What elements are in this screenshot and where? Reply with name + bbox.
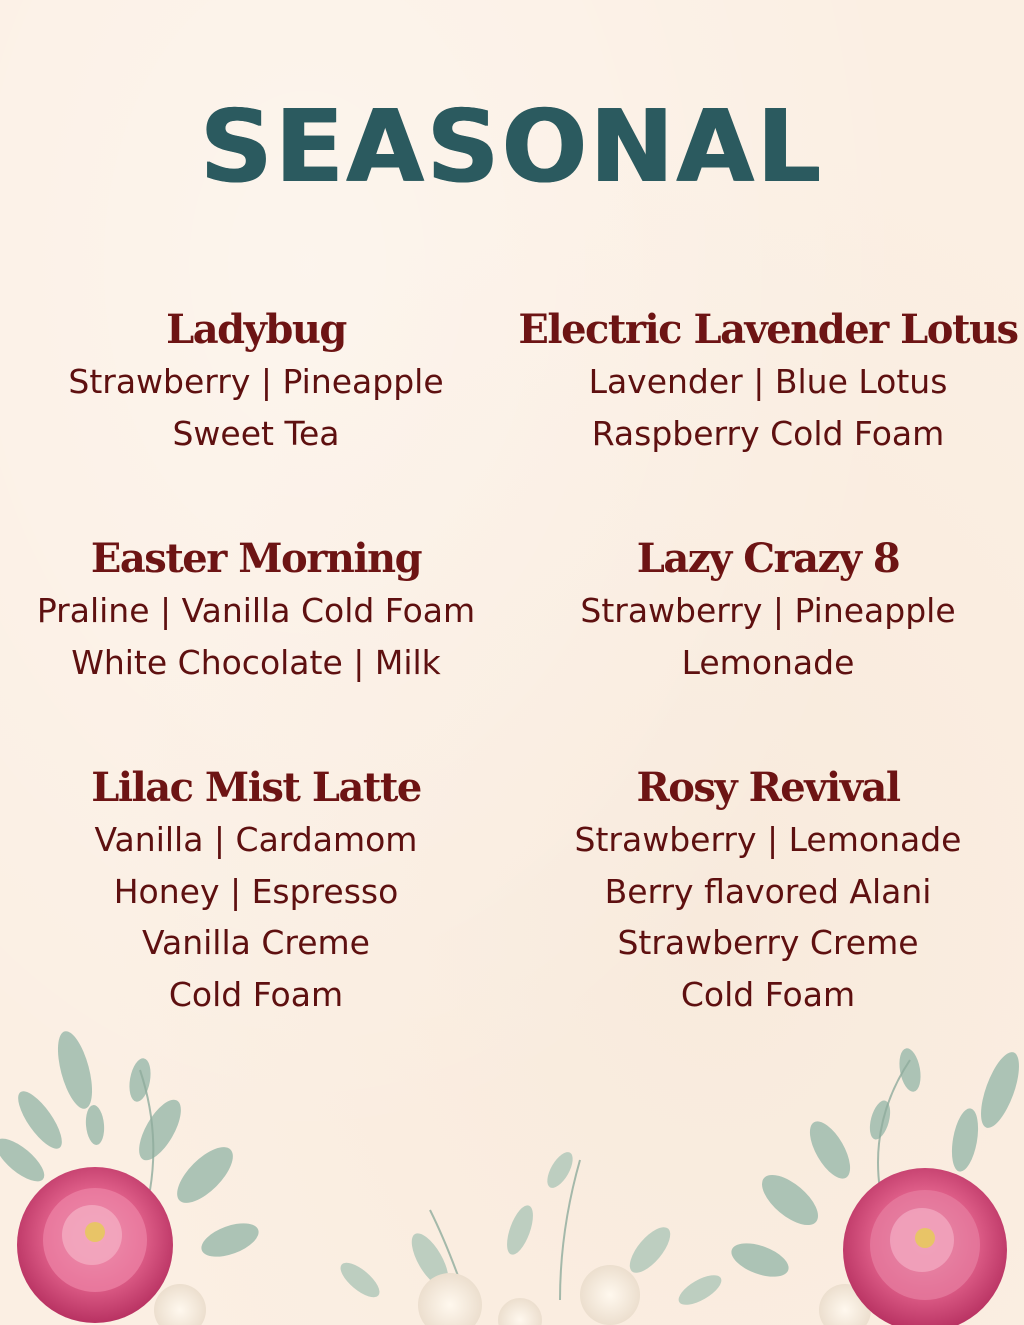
item-name: Electric Lavender Lotus	[518, 306, 1018, 353]
peony-right	[843, 1168, 1007, 1325]
item-ingredients: Vanilla Creme	[141, 923, 370, 962]
menu-item-easter-morning	[0, 533, 512, 688]
peony-left	[17, 1167, 173, 1323]
item-ingredients: Lavender | Blue Lotus	[588, 362, 948, 401]
item-ingredients: Strawberry | Lemonade	[574, 820, 962, 859]
item-ingredients: Honey | Espresso	[113, 871, 399, 911]
item-ingredients: Lemonade	[681, 642, 855, 682]
menu-item-lilac-mist-latte	[0, 762, 512, 1020]
item-ingredients: Strawberry | Pineapple	[580, 591, 956, 630]
item-name: Lazy Crazy 8	[636, 535, 900, 582]
menu-item-rosy-revival	[512, 762, 1024, 1020]
item-ingredients: Berry flavored Alani	[604, 871, 932, 911]
item-name: Easter Morning	[90, 535, 422, 582]
menu-item-electric-lavender-lotus	[512, 304, 1024, 459]
item-ingredients: White Chocolate | Milk	[71, 642, 441, 682]
item-ingredients: Raspberry Cold Foam	[591, 413, 945, 453]
item-name: Lilac Mist Latte	[91, 764, 421, 811]
menu-item-lazy-crazy-8	[512, 533, 1024, 688]
floral-border	[0, 1010, 1024, 1325]
item-ingredients: Cold Foam	[680, 974, 856, 1014]
item-name: Ladybug	[166, 306, 346, 353]
item-ingredients: Cold Foam	[168, 974, 344, 1014]
item-ingredients: Strawberry Creme	[617, 923, 919, 962]
item-ingredients: Strawberry | Pineapple	[68, 362, 444, 401]
item-ingredients: Vanilla | Cardamom	[94, 820, 418, 859]
menu-item-ladybug	[0, 304, 512, 459]
menu-title: SEASONAL	[200, 88, 824, 205]
item-ingredients: Praline | Vanilla Cold Foam	[36, 591, 476, 630]
item-ingredients: Sweet Tea	[172, 413, 340, 453]
item-name: Rosy Revival	[636, 764, 900, 811]
